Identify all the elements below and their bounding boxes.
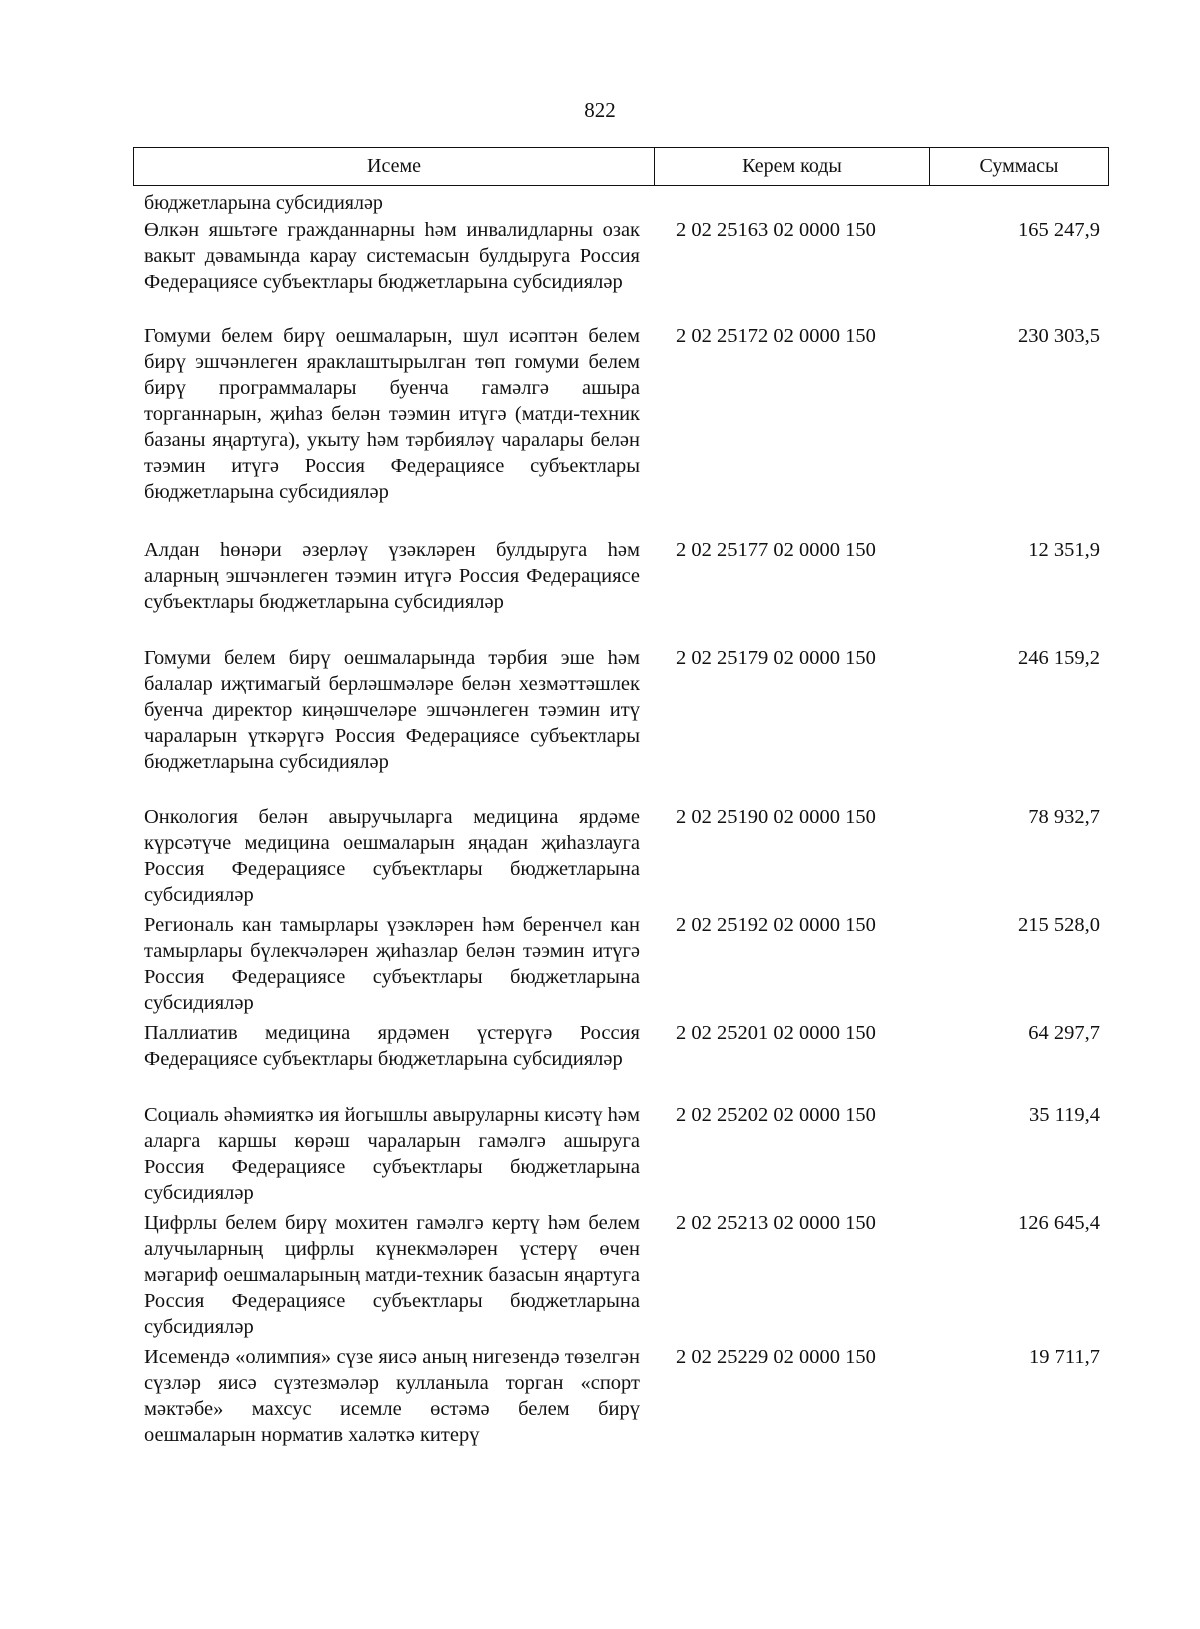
row-code: 2 02 25163 02 0000 150: [676, 219, 876, 241]
row-amount: 165 247,9: [1018, 219, 1100, 241]
row-description: Алдан һөнәри әзерләү үзәкләрен булдыруга һәм аларның эшчәнлеген тәэмин итүгә Россия Федерациясе субъектлары бюджетларына субсидияләр: [144, 539, 640, 613]
row-code: 2 02 25213 02 0000 150: [676, 1212, 876, 1234]
row-description: Гомуми белем бирү оешмаларында тәрбия эше һәм балалар иҗтимагый берләшмәләре белән хезмәттәшлек буенча директор киңәшчеләре эшчәнлеген тәэмин итү чараларын үткәрүгә Россия Федерациясе субъектлары бюджетларына субсидияләр: [144, 647, 640, 773]
table-header: [133, 147, 1109, 186]
row-amount: 64 297,7: [1028, 1022, 1100, 1044]
row-code: 2 02 25201 02 0000 150: [676, 1022, 876, 1044]
row-code: 2 02 25229 02 0000 150: [676, 1346, 876, 1368]
column-header-sum: Суммасы: [979, 155, 1059, 177]
row-code: 2 02 25177 02 0000 150: [676, 539, 876, 561]
row-description: Социаль әһәмияткә ия йогышлы авыруларны кисәтү һәм аларга каршы көрәш чараларын гамәлгә ашыруга Россия Федерациясе субъектлары бюджетларына субсидияләр: [144, 1104, 640, 1204]
row-description: Өлкән яшьтәге гражданнарны һәм инвалидларны озак вакыт дәвамында карау системасын булдыруга Россия Федерациясе субъектлары бюджетларына субсидияләр: [144, 219, 640, 293]
row-description: Цифрлы белем бирү мохитен гамәлгә кертү һәм белем алучыларның цифрлы күнекмәләрен үстерү өчен мәгариф оешмаларының матди-техник базасын яңартуга Россия Федерациясе субъектлары бюджетларына субсидияләр: [144, 1212, 640, 1338]
column-header-name: Исеме: [134, 148, 655, 185]
row-amount: 230 303,5: [1018, 325, 1100, 347]
row-amount: 215 528,0: [1018, 914, 1100, 936]
row-description: Исемендә «олимпия» сүзе яисә аның нигезендә төзелгән сүзләр яисә сүзтезмәләр кулланыла торган «спорт мәктәбе» махсус исемле өстәмә белем бирү оешмаларын норматив халәткә китерү: [144, 1346, 640, 1446]
row-code: 2 02 25190 02 0000 150: [676, 806, 876, 828]
row-code: 2 02 25202 02 0000 150: [676, 1104, 876, 1126]
carry-over-text: бюджетларына субсидияләр: [144, 192, 383, 214]
row-amount: 78 932,7: [1028, 806, 1100, 828]
row-description: Региональ кан тамырлары үзәкләрен һәм беренчел кан тамырлары бүлекчәләрен җиһазлар белән тәэмин итүгә Россия Федерациясе субъектлары бюджетларына субсидияләр: [144, 914, 640, 1014]
row-code: 2 02 25192 02 0000 150: [676, 914, 876, 936]
column-header-code: Керем коды: [655, 148, 930, 185]
row-amount: 12 351,9: [1028, 539, 1100, 561]
row-amount: 246 159,2: [1018, 647, 1100, 669]
row-amount: 126 645,4: [1018, 1212, 1100, 1234]
row-amount: 19 711,7: [1029, 1346, 1100, 1368]
row-description: Онкология белән авыручыларга медицина ярдәме күрсәтүче медицина оешмаларын яңадан җиһазлауга Россия Федерациясе субъектлары бюджетларына субсидияләр: [144, 806, 640, 906]
page-number: 822: [584, 98, 616, 122]
row-description: Паллиатив медицина ярдәмен үстерүгә Россия Федерациясе субъектлары бюджетларына субсидияләр: [144, 1022, 640, 1070]
row-code: 2 02 25172 02 0000 150: [676, 325, 876, 347]
row-amount: 35 119,4: [1029, 1104, 1100, 1126]
row-code: 2 02 25179 02 0000 150: [676, 647, 876, 669]
row-description: Гомуми белем бирү оешмаларын, шул исәптән белем бирү эшчәнлеген яраклаштырылган төп гомуми белем бирү программалары буенча гамәлгә ашыра торганнарын, җиһаз белән тәэмин итүгә (матди-техник базаны яңартуга), укыту һәм тәрбияләү чаралары белән тәэмин итүгә Россия Федерациясе субъектлары бюджетларына субсидияләр: [144, 325, 640, 503]
